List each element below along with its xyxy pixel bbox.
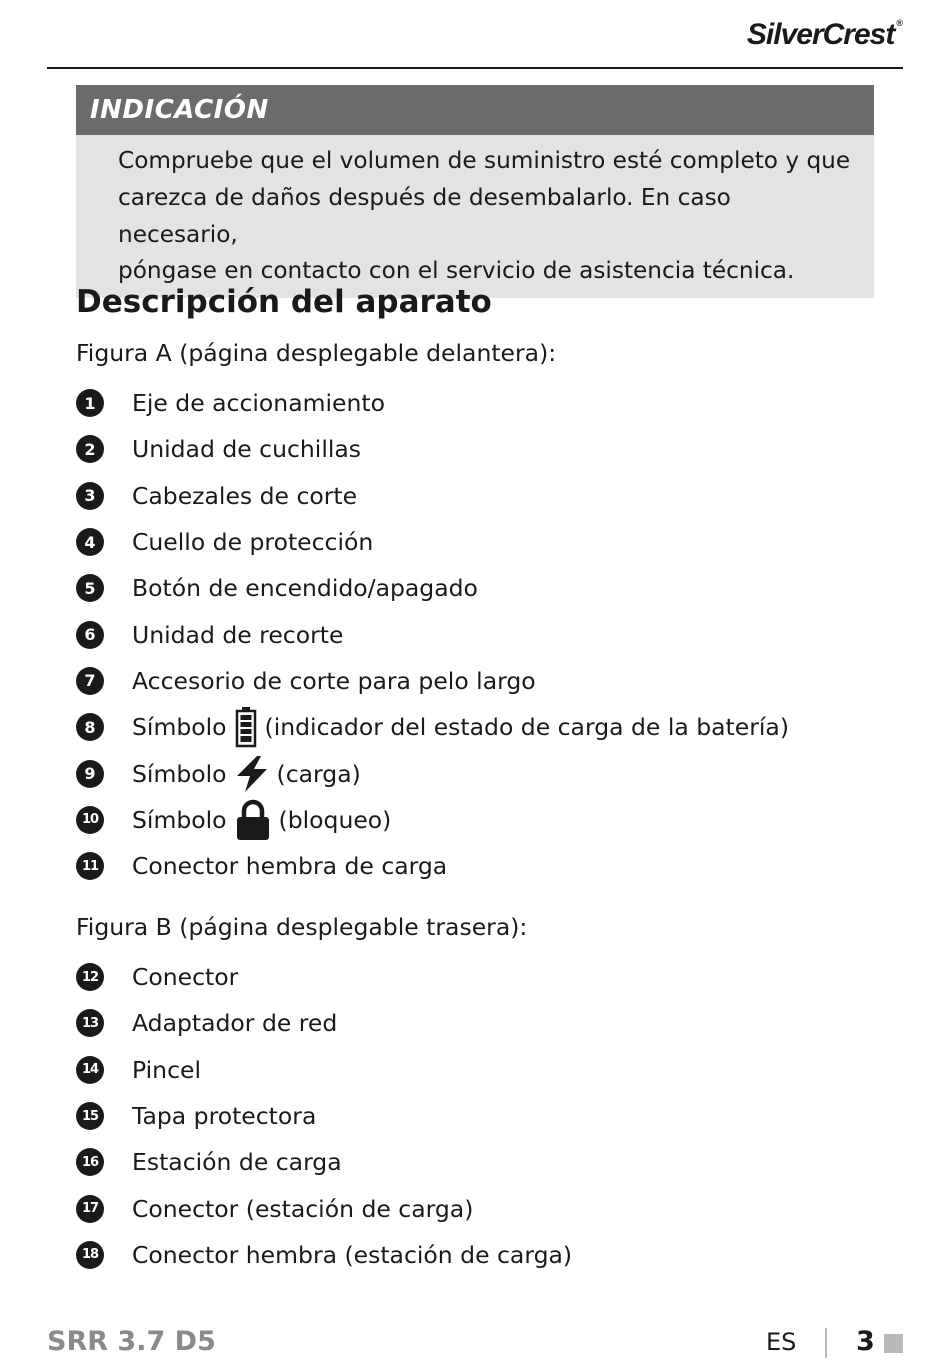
part-item xyxy=(76,1093,572,1139)
part-number: 6 xyxy=(76,621,104,649)
part-number: 7 xyxy=(76,667,104,695)
part-text: Conector hembra (estación de carga) xyxy=(132,1240,573,1269)
part-text: Conector (estación de carga) xyxy=(132,1194,474,1223)
part-text: Tapa protectora xyxy=(132,1102,317,1131)
part-item xyxy=(76,426,789,472)
part-number: 17 xyxy=(76,1195,104,1223)
figure-b-label: Figura B (página desplegable trasera): xyxy=(76,913,528,941)
part-number: 5 xyxy=(76,574,104,602)
part-number: 13 xyxy=(76,1009,104,1037)
part-text: Unidad de cuchillas xyxy=(132,435,362,464)
part-item xyxy=(76,797,789,843)
figure-b-parts-list xyxy=(76,954,572,1278)
brand-name: SilverCrest xyxy=(746,18,895,51)
notice-box xyxy=(76,85,874,298)
part-number: 15 xyxy=(76,1102,104,1130)
lightning-bolt-icon xyxy=(235,755,269,793)
part-text: Conector hembra de carga xyxy=(132,852,448,881)
part-item xyxy=(76,611,789,657)
part-item xyxy=(76,380,789,426)
notice-title: INDICACIÓN xyxy=(76,85,874,135)
padlock-icon xyxy=(235,799,271,841)
part-number: 11 xyxy=(76,852,104,880)
part-number: 8 xyxy=(76,713,104,741)
brand-logo xyxy=(747,18,902,52)
part-text: Pincel xyxy=(132,1055,201,1084)
part-item xyxy=(76,843,789,889)
part-number: 18 xyxy=(76,1241,104,1269)
part-number: 16 xyxy=(76,1148,104,1176)
part-text: Unidad de recorte xyxy=(132,620,344,649)
figure-a-label: Figura A (página desplegable delantera): xyxy=(76,339,557,367)
footer-language: ES xyxy=(766,1328,797,1356)
footer-model-number: SRR 3.7 D5 xyxy=(47,1326,216,1357)
part-text: Símbolo xyxy=(132,713,227,742)
part-text: Botón de encendido/apagado xyxy=(132,574,478,603)
page-number: 3 xyxy=(856,1326,875,1357)
part-text: Cuello de protección xyxy=(132,528,374,557)
part-item xyxy=(76,954,572,1000)
part-text: Eje de accionamiento xyxy=(132,389,385,418)
registered-mark: ® xyxy=(896,18,902,28)
part-number: 10 xyxy=(76,806,104,834)
part-item xyxy=(76,519,789,565)
part-text: Estación de carga xyxy=(132,1148,342,1177)
part-item xyxy=(76,1047,572,1093)
part-text: (carga) xyxy=(276,759,361,788)
part-text: Conector xyxy=(132,963,239,992)
part-item xyxy=(76,1000,572,1046)
page-marker-square xyxy=(884,1334,903,1353)
header-rule xyxy=(47,67,903,69)
part-number: 14 xyxy=(76,1056,104,1084)
part-number: 3 xyxy=(76,482,104,510)
part-text: Cabezales de corte xyxy=(132,481,358,510)
footer-divider xyxy=(825,1328,827,1358)
part-text: (indicador del estado de carga de la batería) xyxy=(264,713,789,742)
part-item xyxy=(76,658,789,704)
part-number: 12 xyxy=(76,963,104,991)
part-item xyxy=(76,565,789,611)
notice-body xyxy=(76,135,874,298)
part-text: Adaptador de red xyxy=(132,1009,338,1038)
part-text: (bloqueo) xyxy=(278,805,392,834)
part-item xyxy=(76,1185,572,1231)
part-item xyxy=(76,473,789,519)
battery-level-icon xyxy=(235,706,257,748)
part-item xyxy=(76,750,789,796)
part-text: Símbolo xyxy=(132,759,227,788)
notice-line: carezca de daños después de desembalarlo. En caso necesario, xyxy=(118,183,731,248)
notice-line: póngase en contacto con el servicio de asistencia técnica. xyxy=(118,257,795,285)
part-item xyxy=(76,1139,572,1185)
part-number: 4 xyxy=(76,528,104,556)
part-text: Accesorio de corte para pelo largo xyxy=(132,666,536,695)
section-title: Descripción del aparato xyxy=(76,284,492,320)
part-number: 9 xyxy=(76,760,104,788)
figure-a-parts-list xyxy=(76,380,789,889)
notice-line: Compruebe que el volumen de suministro esté completo y que xyxy=(118,147,851,174)
part-item xyxy=(76,1232,572,1278)
part-number: 1 xyxy=(76,389,104,417)
part-number: 2 xyxy=(76,435,104,463)
part-item xyxy=(76,704,789,750)
part-text: Símbolo xyxy=(132,805,227,834)
